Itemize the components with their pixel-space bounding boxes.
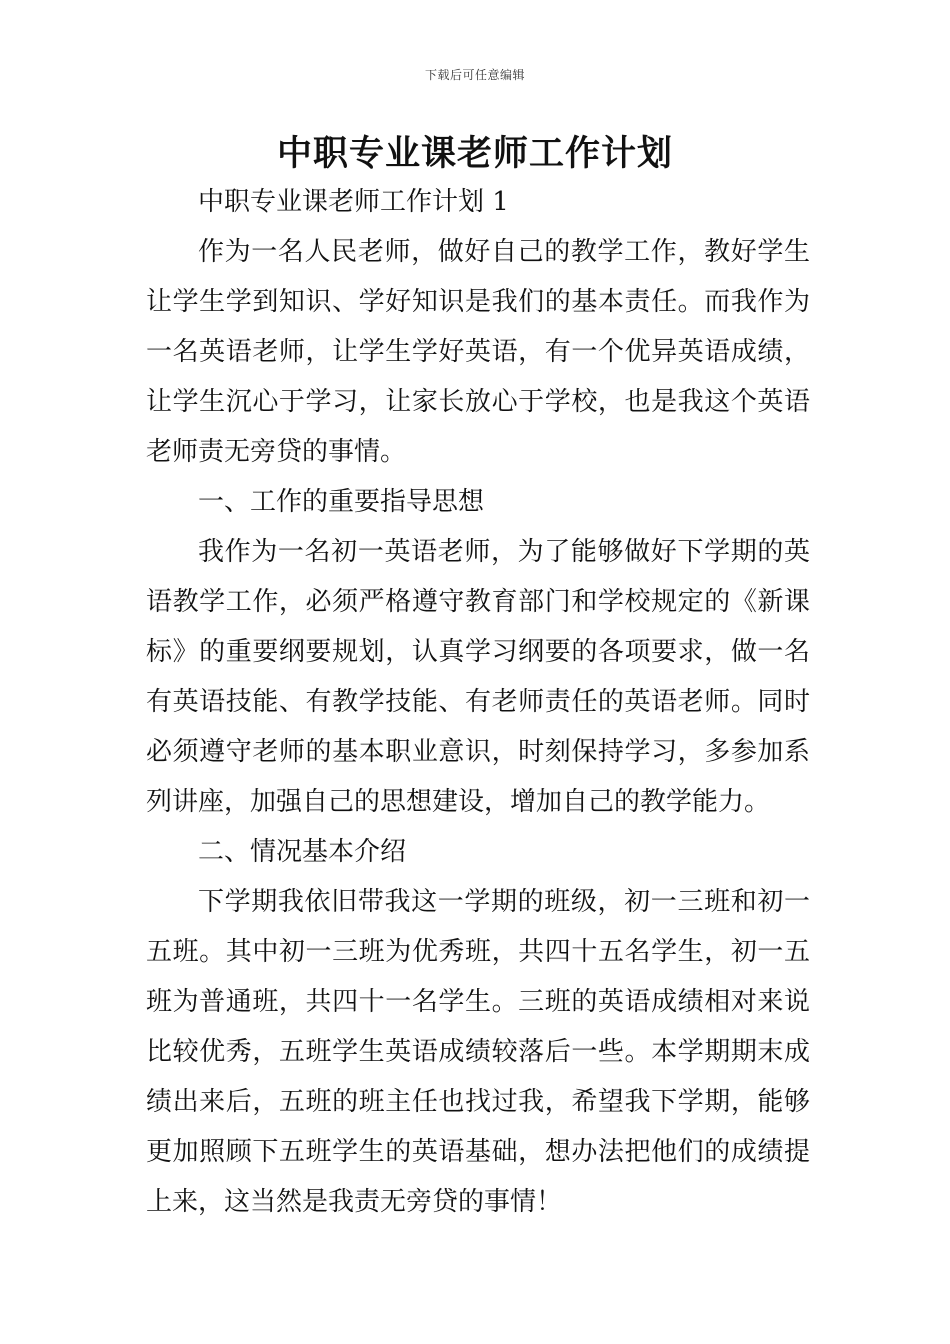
section-heading: 中职专业课老师工作计划 1: [198, 187, 509, 217]
section-heading: 二、情况基本介绍: [198, 837, 407, 867]
document-body: [146, 177, 810, 1227]
paragraph: 下学期我依旧带我这一学期的班级，初一三班和初一五班。其中初一三班为优秀班，共四十五名学生，初一五班为普通班，共四十一名学生。三班的英语成绩相对来说比较优秀，五班学生英语成绩较落后一些。本学期期末成绩出来后，五班的班主任也找过我，希望我下学期，能够更加照顾下五班学生的英语基础，想办法把他们的成绩提上来，这当然是我责无旁贷的事情！: [146, 887, 810, 1217]
header-note: 下载后可任意编辑: [424, 68, 525, 82]
paragraph: 作为一名人民老师，做好自己的教学工作，教好学生让学生学到知识、学好知识是我们的基本责任。而我作为一名英语老师，让学生学好英语，有一个优异英语成绩，让学生沉心于学习，让家长放心于学校，也是我这个英语老师责无旁贷的事情。: [146, 237, 810, 467]
paragraph: 我作为一名初一英语老师，为了能够做好下学期的英语教学工作，必须严格遵守教育部门和学校规定的《新课标》的重要纲要规划，认真学习纲要的各项要求，做一名有英语技能、有教学技能、有老师责任的英语老师。同时必须遵守老师的基本职业意识，时刻保持学习，多参加系列讲座，加强自己的思想建设，增加自己的教学能力。: [146, 537, 810, 817]
section-heading: 一、工作的重要指导思想: [198, 487, 485, 517]
document-title: 中职专业课老师工作计划: [276, 134, 673, 174]
